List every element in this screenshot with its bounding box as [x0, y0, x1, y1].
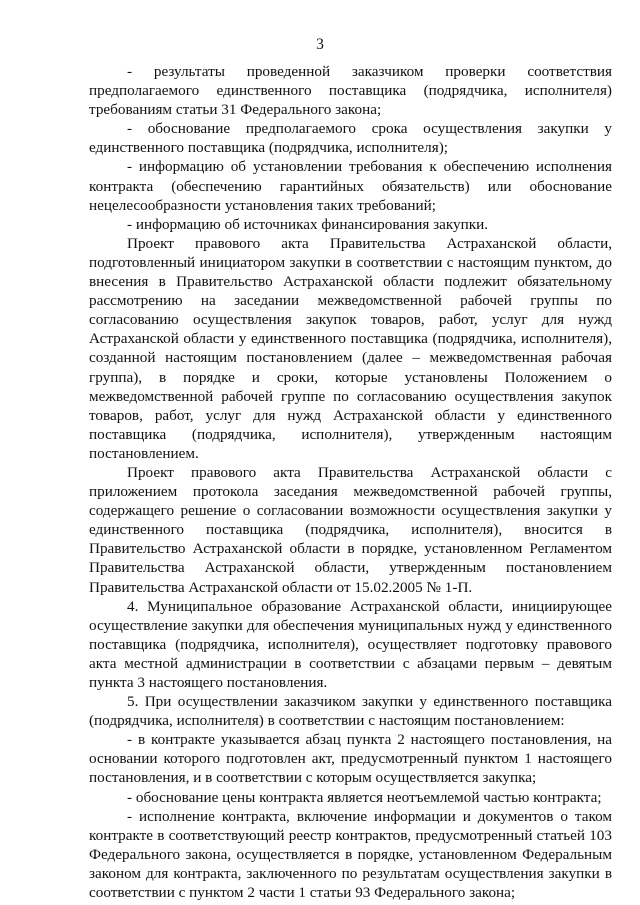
- paragraph: 4. Муниципальное образование Астраханской области, инициирующее осуществление закупки для обеспечения муниципальных нужд у единственного поставщика (подрядчика, исполнителя), осуществляет подготовку правового акта местной администрации в соответствии с абзацами первым – девятым пункта 3 настоящего постановления.: [89, 597, 612, 691]
- paragraph: 5. При осуществлении заказчиком закупки у единственного поставщика (подрядчика, исполнителя) в соответствии с настоящим постановлением:: [89, 693, 612, 730]
- paragraph: - результаты проведенной заказчиком проверки соответствия предполагаемого единственного поставщика (подрядчика, исполнителя) требованиям статьи 31 Федерального закона;: [89, 63, 612, 119]
- paragraph: - информацию об источниках финансирования закупки.: [127, 215, 489, 233]
- paragraph: Проект правового акта Правительства Астраханской области с приложением протокола заседания межведомственной рабочей группы, содержащего решение о согласовании возможности осуществления закупки у единственного поставщика (подрядчика, исполнителя), вносится в Правительство Астраханской области в порядке, установленном Регламентом Правительства Астраханской области, утвержденным постановлением Правительства Астраханской области от 15.02.2005 № 1-П.: [89, 463, 612, 596]
- paragraph: Проект правового акта Правительства Астраханской области, подготовленный инициатором закупки в соответствии с настоящим пунктом, до внесения в Правительство Астраханской области подлежит обязательному рассмотрению на заседании межведомственной рабочей группы по согласованию осуществления закупок товаров, работ, услуг для нужд Астраханской области у единственного поставщика (подрядчика, исполнителя), созданной настоящим постановлением (далее – межведомственная рабочая группа), в порядке и сроки, которые установлены Положением о межведомственной рабочей группе по согласованию осуществления закупок товаров, работ, услуг для нужд Астраханской области у единственного поставщика (подрядчика, исполнителя), утвержденным настоящим постановлением.: [89, 234, 612, 462]
- document-body: [89, 62, 612, 902]
- paragraph: - в контракте указывается абзац пункта 2 настоящего постановления, на основании которого подготовлен акт, предусмотренный пунктом 1 настоящего постановления, и в соответствии с которым осуществляется закупка;: [89, 731, 612, 787]
- page-number: 3: [316, 36, 324, 53]
- paragraph: - исполнение контракта, включение информации и документов о таком контракте в соответствующий реестр контрактов, предусмотренный статьей 103 Федерального закона, осуществляется в порядке, установленном Федеральным законом для контракта, заключенного по результатам осуществления закупки в соответствии с пунктом 2 части 1 статьи 93 Федерального закона;: [89, 807, 612, 902]
- paragraph: - обоснование цены контракта является неотъемлемой частью контракта;: [127, 788, 602, 806]
- paragraph: - информацию об установлении требования к обеспечению исполнения контракта (обеспечению гарантийных обязательств) или обоснование нецелесообразности установления таких требований;: [89, 158, 612, 214]
- paragraph: - обоснование предполагаемого срока осуществления закупки у единственного поставщика (подрядчика, исполнителя);: [89, 120, 612, 157]
